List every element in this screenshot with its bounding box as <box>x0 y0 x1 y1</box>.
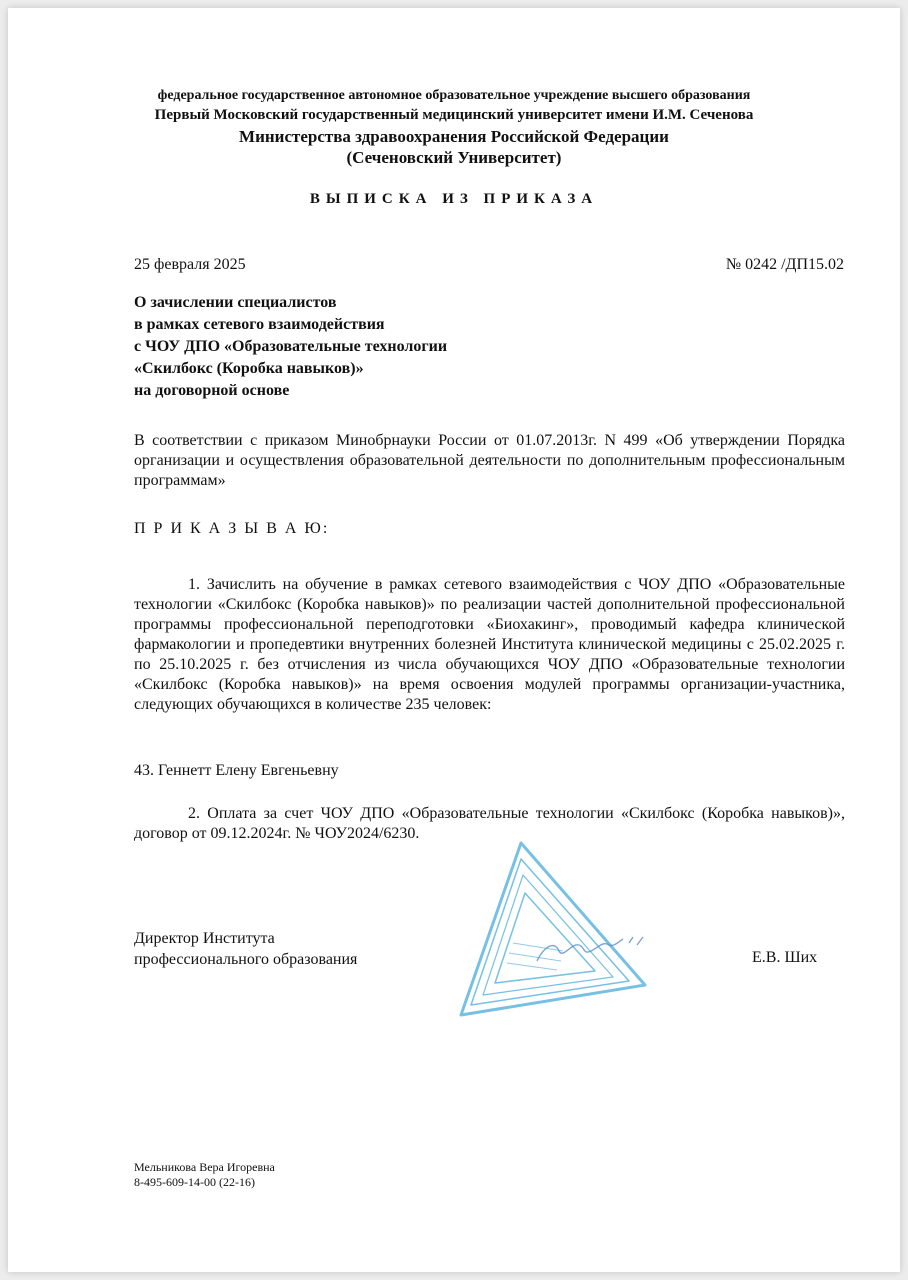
student-entry: 43. Геннетт Елену Евгеньевну <box>134 762 339 779</box>
signatory-title-line: Директор Института <box>134 930 275 947</box>
order-subject <box>134 292 447 402</box>
order-item-1: 1. Зачислить на обучение в рамках сетевого взаимодействия с ЧОУ ДПО «Образовательные технологии «Скилбокс (Коробка навыков)» по реализации частей дополнительной профессиональной программы профессиональной переподготовки «Биохакинг», проводимый кафедра клинической фармакологии и пропедевтики внутренних болезней Института клинической медицины с 25.02.2025 г. по 25.10.2025 г. без отчисления из числа обучающихся ЧОУ ДПО «Образовательные технологии «Скилбокс (Коробка навыков)» на время освоения модулей программы организации-участника, следующих обучающихся в количестве 235 человек: <box>134 576 845 713</box>
subject-line: «Скилбокс (Коробка навыков)» <box>134 360 364 377</box>
university-short-name: (Сеченовский Университет) <box>346 148 562 167</box>
subject-line: в рамках сетевого взаимодействия <box>134 316 385 333</box>
ministry-line: Министерства здравоохранения Российской Федерации <box>239 127 669 146</box>
signatory-title-line: профессионального образования <box>134 951 358 968</box>
subject-line: О зачислении специалистов <box>134 294 337 311</box>
legal-basis-paragraph: В соответствии с приказом Минобрнауки России от 01.07.2013г. N 499 «Об утверждении Порядка организации и осуществления образовательной деятельности по дополнительным профессиональным программам» <box>134 432 845 489</box>
subject-line: с ЧОУ ДПО «Образовательные технологии <box>134 338 448 355</box>
university-name-line: Первый Московский государственный медицинский университет имени И.М. Сеченова <box>154 107 754 123</box>
triangle-stamp-icon <box>433 833 653 1023</box>
document-page <box>8 8 900 1272</box>
document-title: ВЫПИСКА ИЗ ПРИКАЗА <box>309 191 599 207</box>
signatory-title <box>134 928 357 970</box>
subject-line: на договорной основе <box>134 382 290 399</box>
order-date: 25 февраля 2025 <box>134 256 246 273</box>
executor-phone: 8-495-609-14-00 (22-16) <box>134 1175 255 1189</box>
order-number: № 0242 /ДП15.02 <box>725 256 844 273</box>
university-type-line: федеральное государственное автономное образовательное учреждение высшего образования <box>157 88 751 103</box>
order-word: П Р И К А З Ы В А Ю: <box>134 520 330 537</box>
executor-name: Мельникова Вера Игоревна <box>134 1160 275 1174</box>
executor-block <box>134 1160 275 1190</box>
order-item-2: 2. Оплата за счет ЧОУ ДПО «Образовательные технологии «Скилбокс (Коробка навыков)», договор от 09.12.2024г. № ЧОУ2024/6230. <box>134 805 845 842</box>
signatory-name: Е.В. Ших <box>752 949 818 966</box>
